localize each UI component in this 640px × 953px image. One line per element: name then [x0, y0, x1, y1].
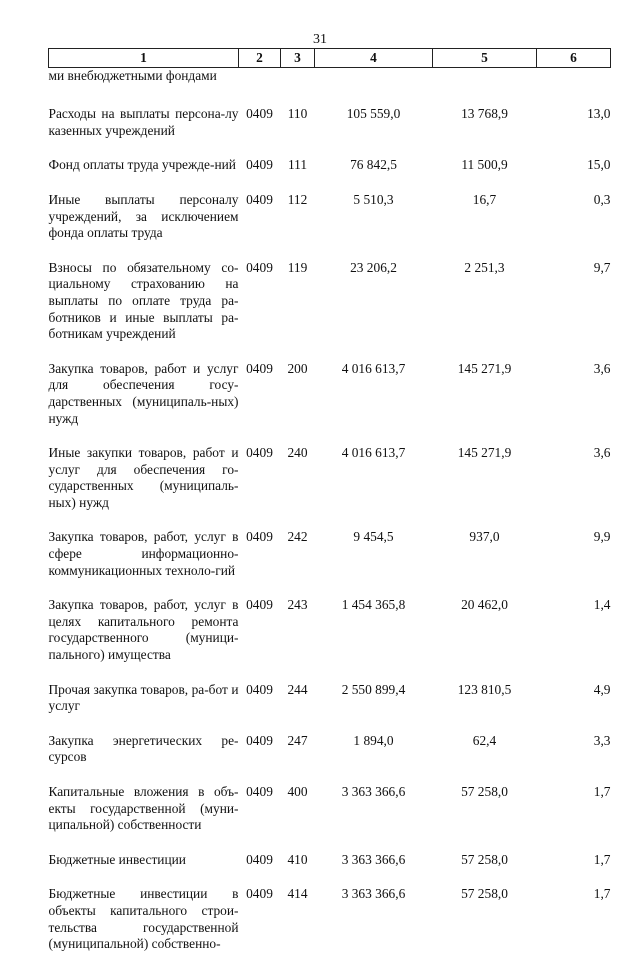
row-planned-amount: 4 016 613,7: [341, 445, 406, 461]
budget-table: [48, 48, 611, 953]
row-percent: 3,6: [593, 360, 611, 376]
table-row: [49, 886, 611, 952]
row-percent: 13,0: [587, 106, 611, 122]
row-expense-type: 414: [287, 886, 308, 902]
row-percent: 15,0: [587, 157, 611, 173]
row-name: Закупка товаров, работ и услуг для обеспечения госу-дарственных (муниципаль-ных) нужд: [48, 360, 239, 426]
row-actual-amount: 123 810,5: [457, 681, 512, 697]
row-percent: 3,6: [593, 445, 611, 461]
row-name: Закупка товаров, работ, услуг в целях капитального ремонта государственного (муници-пального) имущества: [48, 597, 239, 663]
row-actual-amount: 13 768,9: [461, 106, 508, 122]
row-percent: 1,7: [593, 851, 611, 867]
table-row: [49, 192, 611, 242]
column-header-4: 4: [315, 49, 433, 68]
row-expense-type: 243: [287, 597, 308, 613]
row-actual-amount: 11 500,9: [461, 157, 508, 173]
table-header-row: [49, 49, 611, 68]
row-name: Бюджетные инвестиции в объекты капитального строи-тельства государственной (муниципальной) собственно-: [48, 886, 239, 952]
row-planned-amount: 4 016 613,7: [341, 360, 406, 376]
row-section-code: 0409: [246, 259, 273, 275]
row-actual-amount: 145 271,9: [457, 360, 512, 376]
row-planned-amount: 5 510,3: [353, 191, 394, 207]
column-header-5: 5: [433, 49, 537, 68]
row-expense-type: 400: [287, 784, 308, 799]
row-percent: 4,9: [593, 681, 611, 697]
row-name: Фонд оплаты труда учрежде-ний: [48, 157, 236, 173]
row-expense-type: 242: [287, 529, 308, 545]
row-expense-type: 200: [287, 360, 308, 376]
row-percent: 0,3: [593, 191, 611, 207]
row-expense-type: 111: [287, 157, 308, 173]
table-row: [49, 733, 611, 766]
column-header-3: 3: [281, 49, 315, 68]
row-name: Иные закупки товаров, работ и услуг для обеспечения го-сударственных (муниципаль-ных) нужд: [48, 445, 239, 510]
row-section-code: 0409: [246, 784, 273, 799]
row-expense-type: 244: [287, 681, 308, 697]
row-expense-type: 240: [287, 445, 308, 461]
row-name: Капитальные вложения в объ-екты государственной (муни-ципальной) собственности: [48, 784, 239, 833]
row-section-code: 0409: [246, 445, 273, 461]
table-row: [49, 784, 611, 834]
table-row: [49, 445, 611, 511]
row-section-code: 0409: [246, 191, 273, 207]
continuation-text: ми внебюджетными фондами: [48, 67, 217, 83]
table-row: [49, 682, 611, 715]
row-actual-amount: 2 251,3: [464, 259, 505, 275]
row-section-code: 0409: [246, 681, 273, 697]
continuation-row: [49, 67, 611, 84]
row-percent: 1,4: [593, 597, 611, 613]
row-section-code: 0409: [246, 851, 273, 867]
row-actual-amount: 937,0: [469, 529, 500, 545]
row-section-code: 0409: [246, 732, 273, 748]
row-planned-amount: 23 206,2: [350, 259, 397, 275]
table-row: [49, 597, 611, 663]
row-name: Закупка товаров, работ, услуг в сфере информационно-коммуникационных техноло-гий: [48, 529, 239, 578]
column-header-6: 6: [537, 49, 611, 68]
row-actual-amount: 62,4: [472, 732, 497, 748]
row-section-code: 0409: [246, 106, 273, 122]
row-section-code: 0409: [246, 597, 273, 613]
row-section-code: 0409: [246, 529, 273, 545]
row-actual-amount: 20 462,0: [461, 597, 508, 613]
row-expense-type: 410: [287, 851, 308, 867]
row-section-code: 0409: [246, 360, 273, 376]
row-expense-type: 110: [287, 106, 308, 122]
row-expense-type: 247: [287, 732, 308, 748]
row-name: Бюджетные инвестиции: [48, 851, 186, 867]
row-actual-amount: 57 258,0: [461, 851, 508, 867]
row-percent: 1,7: [593, 784, 611, 799]
table-row: [49, 529, 611, 579]
row-actual-amount: 145 271,9: [457, 445, 512, 461]
row-planned-amount: 2 550 899,4: [341, 681, 406, 697]
row-planned-amount: 1 894,0: [353, 732, 394, 748]
table-row: [49, 852, 611, 869]
table-row: [49, 106, 611, 139]
row-planned-amount: 3 363 366,6: [341, 784, 406, 799]
column-header-2: 2: [239, 49, 281, 68]
row-name: Закупка энергетических ре-сурсов: [48, 732, 239, 765]
table-body: [49, 67, 611, 953]
row-actual-amount: 57 258,0: [461, 784, 508, 799]
table-row: [49, 361, 611, 427]
row-planned-amount: 3 363 366,6: [341, 851, 406, 867]
row-name: Иные выплаты персоналу учреждений, за исключением фонда оплаты труда: [48, 191, 239, 241]
row-planned-amount: 3 363 366,6: [341, 886, 406, 902]
table-row: [49, 260, 611, 343]
row-section-code: 0409: [246, 157, 273, 173]
table-row: [49, 157, 611, 174]
row-name: Расходы на выплаты персона-лу казенных учреждений: [48, 106, 239, 138]
row-planned-amount: 105 559,0: [346, 106, 401, 122]
row-name: Прочая закупка товаров, ра-бот и услуг: [48, 681, 239, 714]
row-planned-amount: 76 842,5: [350, 157, 397, 173]
row-expense-type: 112: [287, 191, 308, 207]
row-section-code: 0409: [246, 886, 273, 902]
row-expense-type: 119: [287, 259, 308, 275]
row-planned-amount: 9 454,5: [353, 529, 394, 545]
row-percent: 9,9: [593, 529, 611, 545]
page-number: 31: [313, 32, 327, 47]
row-percent: 9,7: [593, 259, 611, 275]
row-name: Взносы по обязательному со-циальному страхованию на выплаты по оплате труда ра-ботников и иные выплаты ра-ботникам учреждений: [48, 259, 239, 342]
row-planned-amount: 1 454 365,8: [341, 597, 406, 613]
row-percent: 3,3: [593, 732, 611, 748]
column-header-1: 1: [49, 49, 239, 68]
row-percent: 1,7: [593, 886, 611, 902]
row-actual-amount: 57 258,0: [461, 886, 508, 902]
row-actual-amount: 16,7: [472, 191, 497, 207]
